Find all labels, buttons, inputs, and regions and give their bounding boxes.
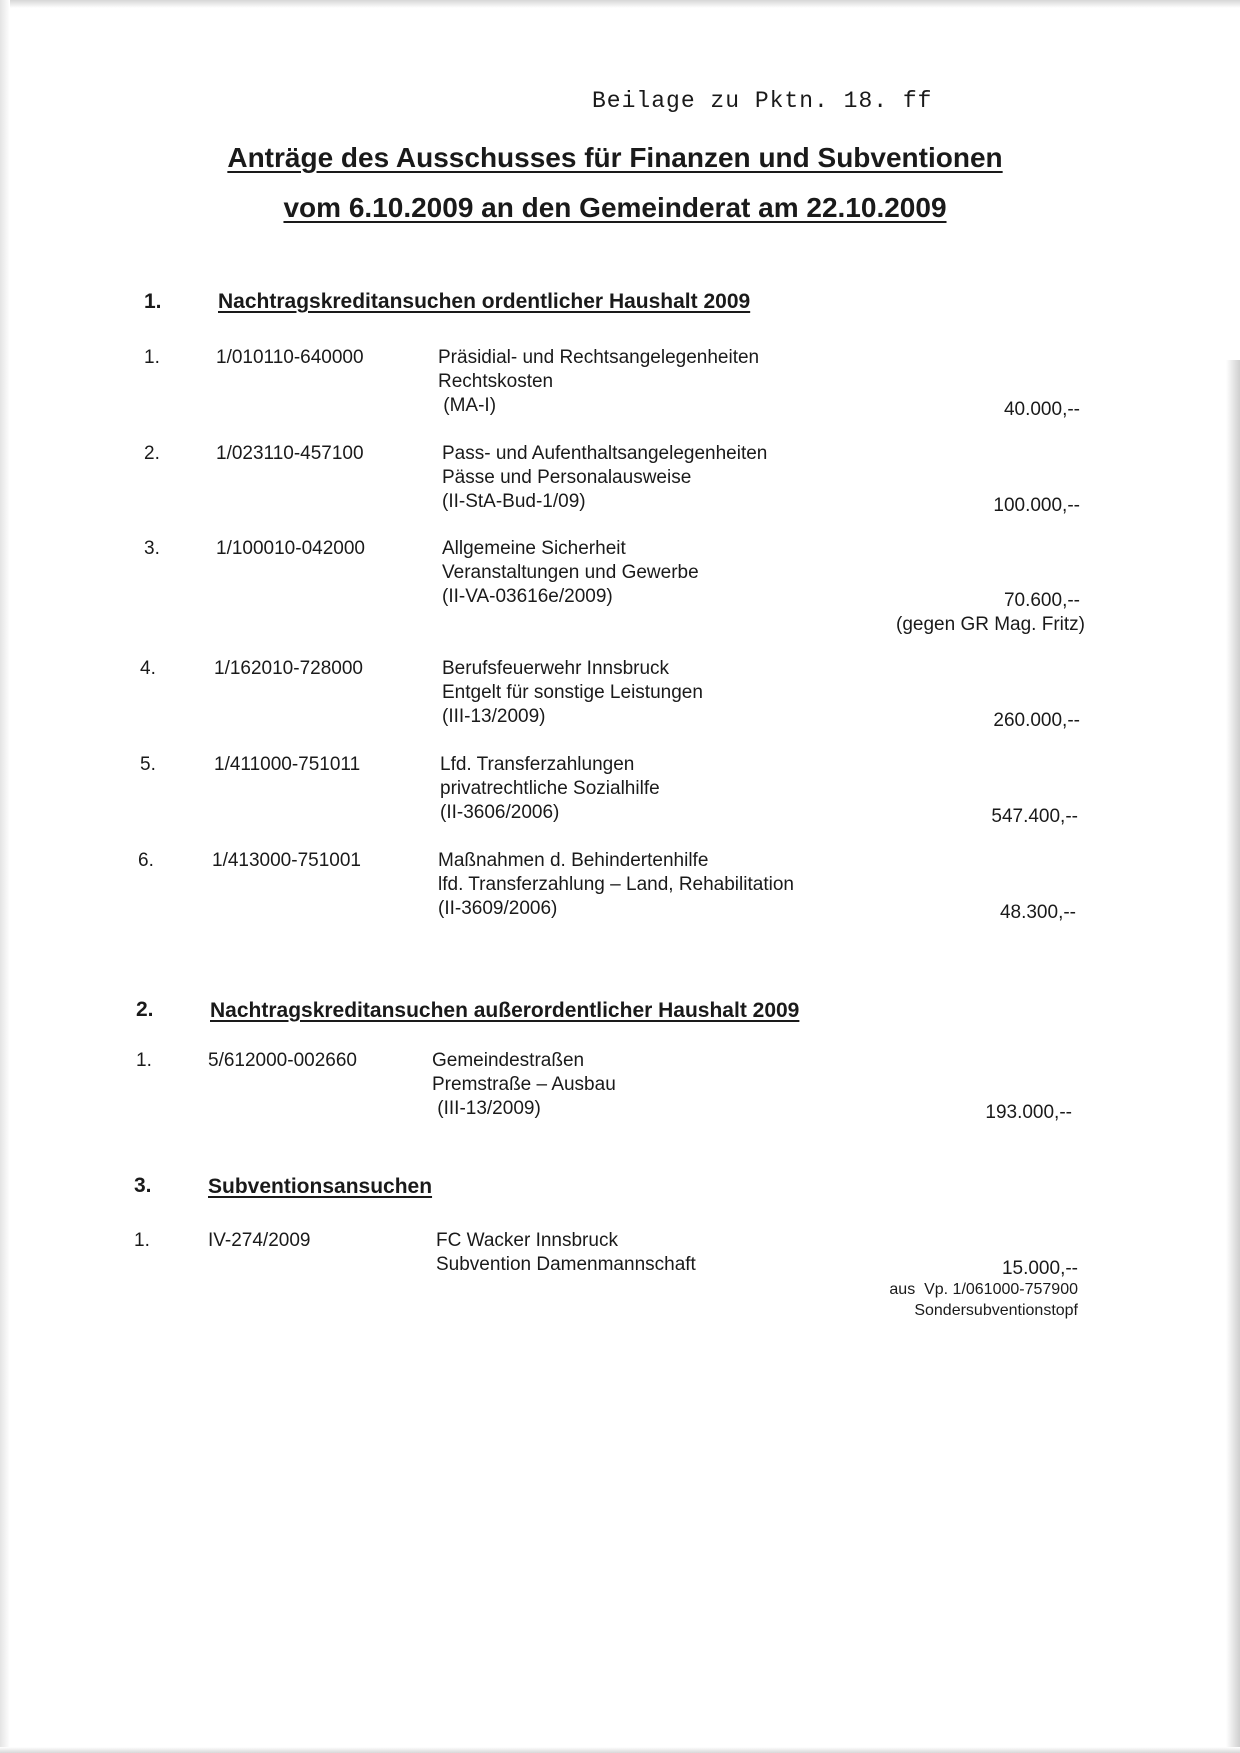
item-amount: 40.000,--: [1003, 399, 1080, 420]
account-number: 1/411000-751011: [214, 754, 361, 775]
account-number: 5/612000-002660: [208, 1050, 357, 1071]
description-line: Präsidial- und Rechtsangelegenheiten: [438, 347, 760, 368]
item-number: 5.: [140, 754, 156, 775]
description-line: Berufsfeuerwehr Innsbruck: [442, 658, 670, 679]
item-description: [442, 657, 703, 729]
item-description: [438, 849, 794, 921]
item-description: [438, 346, 759, 418]
description-line: (II-StA-Bud-1/09): [442, 491, 586, 512]
section-heading: Nachtragskreditansuchen außerordentlicher Haushalt 2009: [210, 999, 800, 1022]
scan-edge-left: [0, 0, 10, 1753]
item-note: Sondersubventionstopf: [914, 1302, 1078, 1319]
item-number: 1.: [144, 347, 160, 368]
item-note: (gegen GR Mag. Fritz): [896, 614, 1085, 635]
item-number: 2.: [144, 443, 160, 464]
description-line: (III-13/2009): [442, 706, 546, 727]
section-number: 3.: [134, 1174, 152, 1197]
description-line: Lfd. Transferzahlungen: [440, 754, 635, 775]
description-line: (III-13/2009): [432, 1098, 541, 1119]
item-amount: 193.000,--: [985, 1102, 1072, 1123]
document-subtitle: vom 6.10.2009 an den Gemeinderat am 22.10.2009: [283, 192, 947, 223]
description-line: Pass- und Aufenthaltsangelegenheiten: [442, 443, 768, 464]
item-amount: 70.600,--: [1003, 590, 1080, 611]
item-number: 1.: [136, 1050, 152, 1071]
item-number: 3.: [144, 538, 160, 559]
description-line: lfd. Transferzahlung – Land, Rehabilitation: [438, 874, 794, 895]
item-description: [440, 753, 660, 825]
attachment-reference: Beilage zu Pktn. 18. ff: [592, 88, 933, 114]
item-description: [442, 537, 699, 609]
description-line: (II-VA-03616e/2009): [442, 586, 613, 607]
scan-edge-top: [0, 0, 1240, 8]
description-line: (II-3606/2006): [440, 802, 560, 823]
description-line: Gemeindestraßen: [432, 1050, 585, 1071]
item-description: [436, 1229, 696, 1277]
scan-edge-right: [1226, 360, 1240, 1753]
description-line: Veranstaltungen und Gewerbe: [442, 562, 699, 583]
account-number: IV-274/2009: [208, 1230, 311, 1251]
item-note: aus Vp. 1/061000-757900: [889, 1281, 1078, 1298]
scan-edge-bottom: [0, 1747, 1240, 1753]
account-number: 1/162010-728000: [214, 658, 363, 679]
section-heading: Nachtragskreditansuchen ordentlicher Haushalt 2009: [218, 290, 751, 313]
item-amount: 547.400,--: [991, 806, 1078, 827]
account-number: 1/023110-457100: [216, 443, 364, 464]
item-amount: 15.000,--: [1001, 1258, 1078, 1279]
description-line: (MA-I): [438, 395, 497, 416]
account-number: 1/100010-042000: [216, 538, 365, 559]
item-amount: 48.300,--: [999, 902, 1076, 923]
account-number: 1/010110-640000: [216, 347, 364, 368]
description-line: Rechtskosten: [438, 371, 554, 392]
description-line: Premstraße – Ausbau: [432, 1074, 616, 1095]
item-description: [442, 442, 767, 514]
description-line: (II-3609/2006): [438, 898, 558, 919]
item-number: 4.: [140, 658, 156, 679]
section-number: 1.: [144, 290, 162, 313]
description-line: Subvention Damenmannschaft: [436, 1254, 696, 1275]
section-heading: Subventionsansuchen: [208, 1175, 433, 1198]
description-line: FC Wacker Innsbruck: [436, 1230, 618, 1251]
description-line: Entgelt für sonstige Leistungen: [442, 682, 703, 703]
description-line: privatrechtliche Sozialhilfe: [440, 778, 660, 799]
description-line: Allgemeine Sicherheit: [442, 538, 626, 559]
account-number: 1/413000-751001: [212, 850, 361, 871]
item-amount: 100.000,--: [993, 495, 1080, 516]
description-line: Pässe und Personalausweise: [442, 467, 692, 488]
item-description: [432, 1049, 616, 1121]
item-number: 6.: [138, 850, 154, 871]
document-title: Anträge des Ausschusses für Finanzen und Subventionen: [227, 142, 1003, 173]
section-number: 2.: [136, 998, 154, 1021]
item-amount: 260.000,--: [993, 710, 1080, 731]
description-line: Maßnahmen d. Behindertenhilfe: [438, 850, 709, 871]
item-number: 1.: [134, 1230, 150, 1251]
